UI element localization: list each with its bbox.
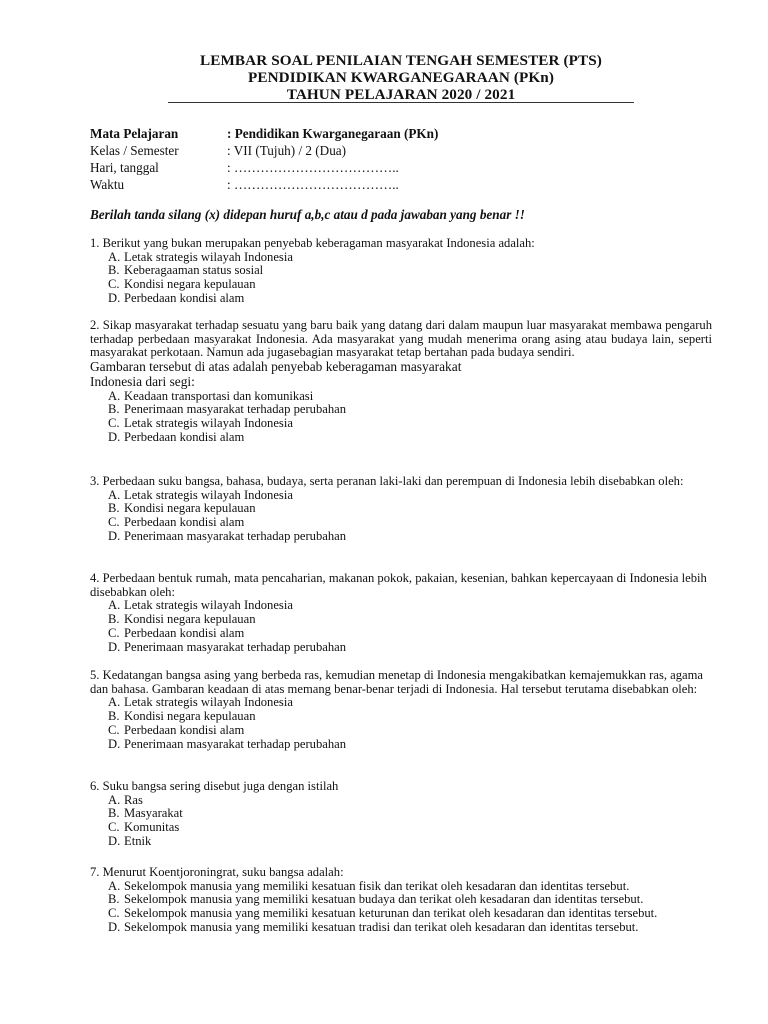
- option-text: Penerimaan masyarakat terhadap perubahan: [124, 639, 347, 654]
- option-text: Perbedaan kondisi alam: [124, 625, 245, 640]
- answer-option: [90, 264, 712, 278]
- option-letter: C.: [108, 277, 120, 292]
- option-letter: C.: [108, 820, 120, 835]
- option-text: Sekelompok manusia yang memiliki kesatuan budaya dan terikat oleh kesadaran dan identitas tersebut.: [124, 892, 644, 907]
- option-letter: A.: [108, 878, 121, 893]
- question-stem: 1. Berikut yang bukan merupakan penyebab keberagaman masyarakat Indonesia adalah:: [90, 236, 535, 250]
- answer-option: [90, 921, 712, 935]
- question-stem-continuation: Indonesia dari segi:: [90, 373, 195, 389]
- document-header: [0, 52, 768, 103]
- option-letter: B.: [108, 806, 120, 821]
- answer-option: [90, 431, 712, 445]
- option-letter: A.: [108, 598, 121, 613]
- answer-option: [90, 907, 712, 921]
- question-stem: 3. Perbedaan suku bangsa, bahasa, budaya, serta peranan laki-laki dan perempuan di Indonesia lebih disebabkan oleh:: [90, 474, 684, 488]
- answer-option: [90, 641, 712, 655]
- option-text: Ras: [124, 792, 143, 807]
- option-letter: D.: [108, 429, 121, 444]
- option-letter: A.: [108, 487, 121, 502]
- option-text: Sekelompok manusia yang memiliki kesatuan keturunan dan terikat oleh kesadaran dan identitas tersebut.: [124, 906, 658, 921]
- answer-option: [90, 489, 712, 503]
- option-text: Keadaan transportasi dan komunikasi: [124, 388, 314, 403]
- answer-option: [90, 821, 712, 835]
- option-text: Perbedaan kondisi alam: [124, 290, 245, 305]
- question-7: [90, 866, 712, 935]
- option-text: Etnik: [124, 833, 152, 848]
- option-letter: D.: [108, 528, 121, 543]
- answer-option: [90, 724, 712, 738]
- question-stem: 4. Perbedaan bentuk rumah, mata pencaharian, makanan pokok, pakaian, kesenian, bahkan kepercayaan di Indonesia lebih disebabkan oleh:: [90, 571, 707, 599]
- option-letter: B.: [108, 501, 120, 516]
- answer-option: [90, 710, 712, 724]
- info-label: Mata Pelajaran: [90, 126, 179, 141]
- option-text: Kondisi negara kepulauan: [124, 612, 256, 627]
- option-text: Perbedaan kondisi alam: [124, 515, 245, 530]
- instruction-text: Berilah tanda silang (x) didepan huruf a,b,c atau d pada jawaban yang benar !!: [90, 207, 525, 222]
- answer-option: [90, 530, 712, 544]
- option-letter: A.: [108, 249, 121, 264]
- option-text: Letak strategis wilayah Indonesia: [124, 695, 293, 710]
- option-text: Penerimaan masyarakat terhadap perubahan: [124, 402, 347, 417]
- header-subject: PENDIDIKAN KWARGANEGARAAN (PKn): [247, 69, 554, 86]
- option-letter: D.: [108, 833, 121, 848]
- answer-option: [90, 599, 712, 613]
- info-value: : ………………………………..: [227, 177, 399, 192]
- answer-option: [90, 502, 712, 516]
- question-stem: 5. Kedatangan bangsa asing yang berbeda ras, kemudian menetap di Indonesia mengakibatkan kemajemukkan ras, agama dan bahasa. Gambaran keadaan di atas memang benar-benar terjadi di Indonesia. Hal tersebut terutama disebabkan oleh:: [90, 668, 704, 696]
- option-text: Masyarakat: [124, 806, 183, 821]
- option-letter: A.: [108, 695, 121, 710]
- header-title: LEMBAR SOAL PENILAIAN TENGAH SEMESTER (PTS): [200, 52, 602, 69]
- answer-option: [90, 627, 712, 641]
- option-text: Komunitas: [124, 820, 180, 835]
- option-text: Penerimaan masyarakat terhadap perubahan: [124, 736, 347, 751]
- answer-option: [90, 893, 712, 907]
- question-6: [90, 780, 712, 849]
- option-letter: B.: [108, 612, 120, 627]
- option-text: Letak strategis wilayah Indonesia: [124, 416, 293, 431]
- question-3: [90, 475, 712, 544]
- answer-option: [90, 278, 712, 292]
- info-label: Hari, tanggal: [90, 160, 159, 175]
- question-stem: 2. Sikap masyarakat terhadap sesuatu yang baru baik yang datang dari dalam maupun luar masyarakat membawa pengaruh terhadap perbedaan masyarakat Indonesia. Ada masyarakat yang mudah menerima orang asing atau budaya lain, seperti masyarakat perkotaan. Namun ada jugasebagian masyarakat tetap bertahan pada budaya sendiri.: [90, 318, 712, 360]
- answer-option: [90, 292, 712, 306]
- option-text: Letak strategis wilayah Indonesia: [124, 598, 293, 613]
- answer-option: [90, 738, 712, 752]
- option-text: Sekelompok manusia yang memiliki kesatuan tradisi dan terikat oleh kesadaran dan identitas tersebut.: [124, 919, 639, 934]
- option-letter: D.: [108, 736, 121, 751]
- option-letter: B.: [108, 402, 120, 417]
- question-1: [90, 237, 712, 306]
- option-letter: C.: [108, 722, 120, 737]
- question-stem: 7. Menurut Koentjoroningrat, suku bangsa adalah:: [90, 865, 344, 879]
- header-year: TAHUN PELAJARAN 2020 / 2021: [286, 86, 516, 103]
- answer-option: [90, 417, 712, 431]
- answer-option: [90, 835, 712, 849]
- option-text: Kondisi negara kepulauan: [124, 501, 256, 516]
- answer-option: [90, 696, 712, 710]
- info-value: : ………………………………..: [227, 160, 399, 175]
- option-text: Sekelompok manusia yang memiliki kesatuan fisik dan terikat oleh kesadaran dan identitas tersebut.: [124, 878, 630, 893]
- info-label: Kelas / Semester: [90, 143, 179, 158]
- option-letter: D.: [108, 639, 121, 654]
- option-text: Perbedaan kondisi alam: [124, 722, 245, 737]
- question-stem-continuation: Gambaran tersebut di atas adalah penyebab keberagaman masyarakat: [90, 359, 462, 375]
- info-value: : Pendidikan Kwarganegaraan (PKn): [227, 126, 439, 141]
- info-label: Waktu: [90, 177, 125, 192]
- option-letter: C.: [108, 625, 120, 640]
- option-letter: B.: [108, 892, 120, 907]
- option-text: Kondisi negara kepulauan: [124, 277, 256, 292]
- option-text: Letak strategis wilayah Indonesia: [124, 249, 293, 264]
- answer-option: [90, 880, 712, 894]
- option-text: Kondisi negara kepulauan: [124, 709, 256, 724]
- option-letter: C.: [108, 515, 120, 530]
- option-letter: B.: [108, 263, 120, 278]
- option-letter: D.: [108, 919, 121, 934]
- option-letter: A.: [108, 388, 121, 403]
- question-5: [90, 669, 712, 751]
- option-letter: D.: [108, 290, 121, 305]
- option-text: Penerimaan masyarakat terhadap perubahan: [124, 528, 347, 543]
- answer-option: [90, 390, 712, 404]
- question-4: [90, 572, 712, 654]
- option-letter: A.: [108, 792, 121, 807]
- answer-option: [90, 403, 712, 417]
- option-letter: C.: [108, 906, 120, 921]
- option-letter: B.: [108, 709, 120, 724]
- info-value: : VII (Tujuh) / 2 (Dua): [227, 143, 347, 158]
- question-stem: 6. Suku bangsa sering disebut juga dengan istilah: [90, 779, 339, 793]
- answer-option: [90, 794, 712, 808]
- header-divider: [168, 102, 634, 103]
- option-letter: C.: [108, 416, 120, 431]
- option-text: Keberagaaman status sosial: [124, 263, 264, 278]
- option-text: Letak strategis wilayah Indonesia: [124, 487, 293, 502]
- answer-option: [90, 613, 712, 627]
- question-2: [90, 319, 712, 445]
- answer-option: [90, 516, 712, 530]
- answer-option: [90, 807, 712, 821]
- option-text: Perbedaan kondisi alam: [124, 429, 245, 444]
- answer-option: [90, 251, 712, 265]
